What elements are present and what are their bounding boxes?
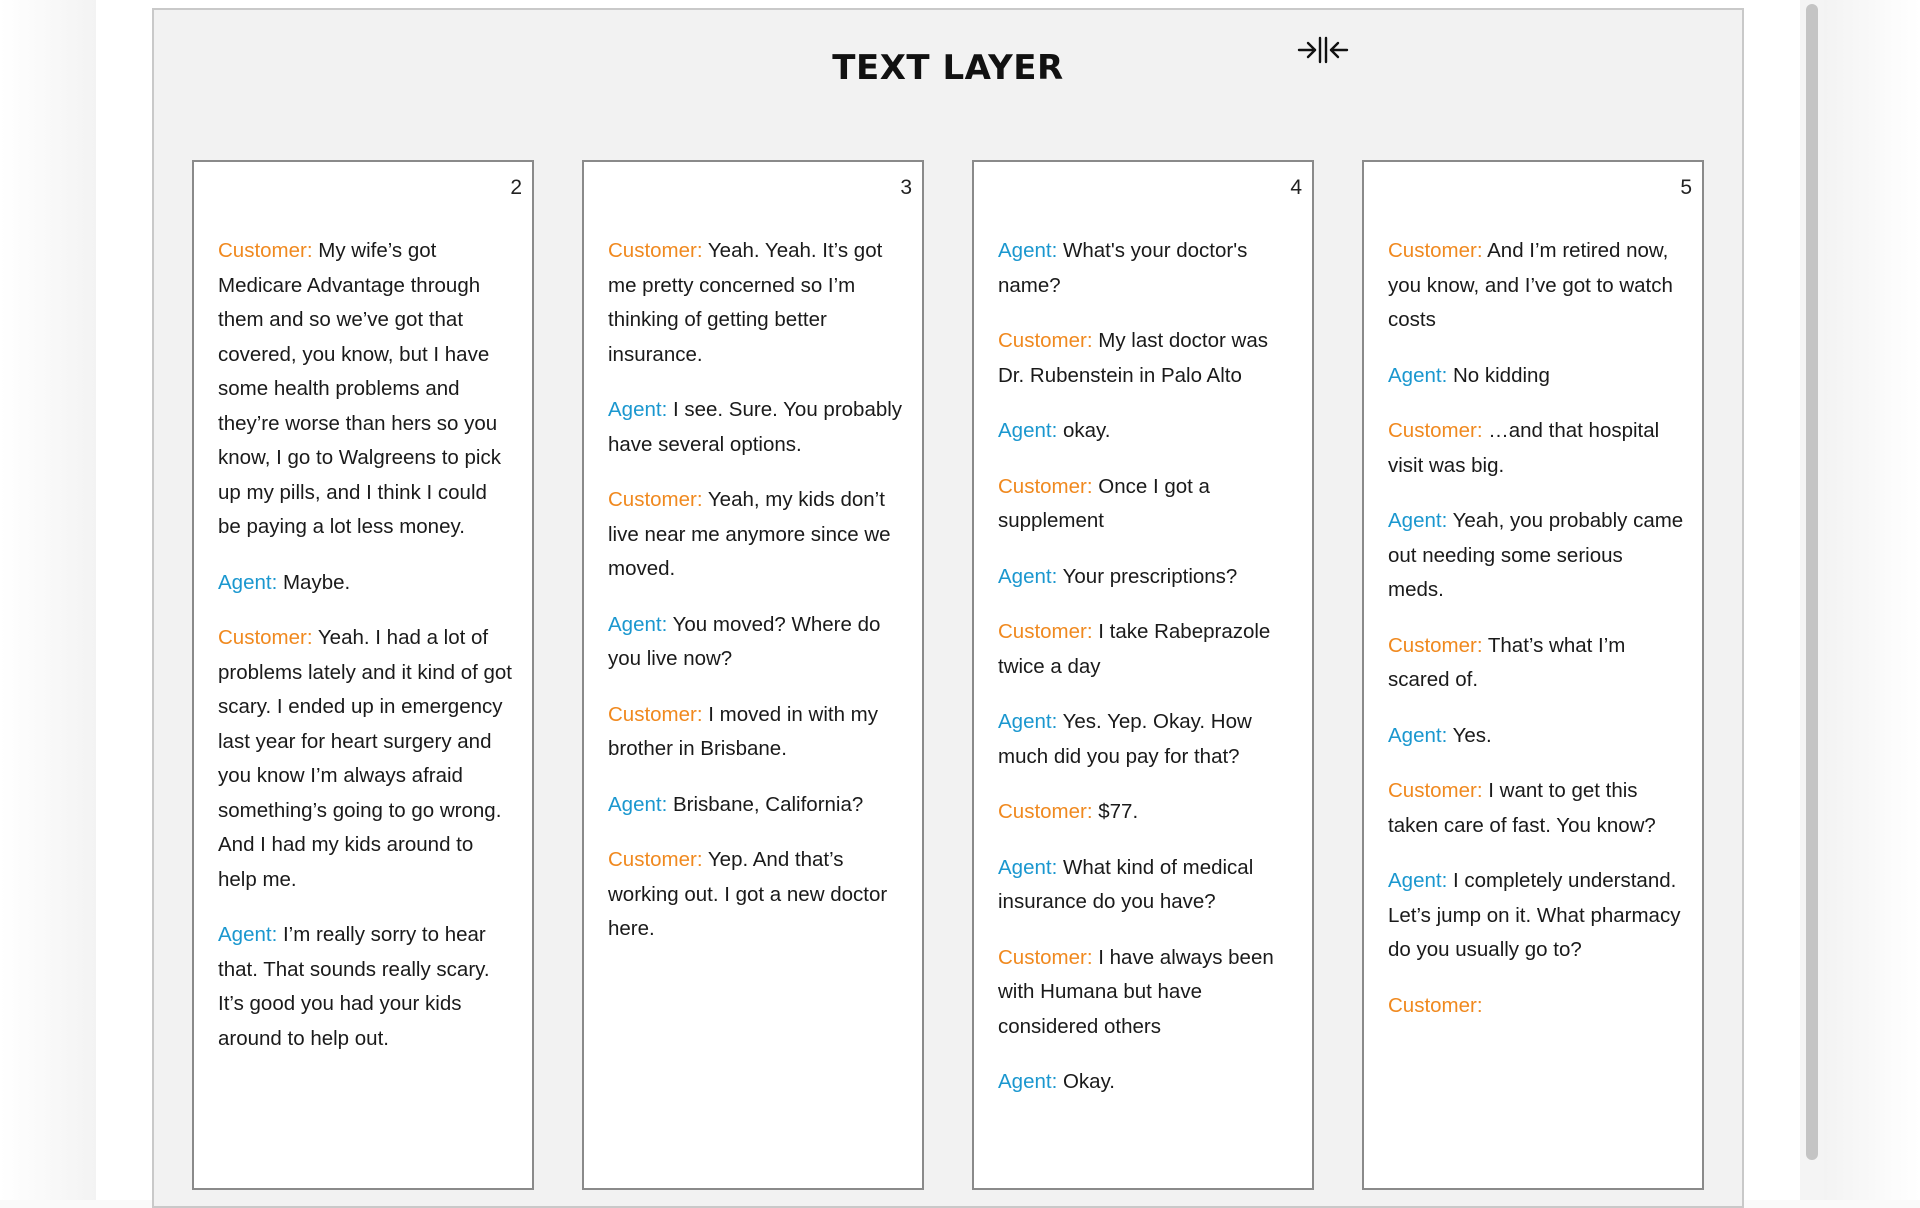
speaker-label: Customer: — [1388, 239, 1483, 262]
transcript-card-4 — [972, 160, 1314, 1190]
message-text: Okay. — [1057, 1070, 1115, 1093]
message-text: I want to get this taken care of fast. You know? — [1388, 779, 1656, 837]
message-text: okay. — [1057, 419, 1111, 442]
message-agent — [218, 918, 514, 1056]
speaker-label: Agent: — [1388, 509, 1448, 532]
speaker-label: Agent: — [998, 419, 1058, 442]
message-agent — [1388, 864, 1684, 968]
speaker-label: Agent: — [998, 710, 1058, 733]
panel-title: TEXT LAYER — [832, 48, 1064, 88]
message-text: And I’m retired now, you know, and I’ve got to watch costs — [1388, 239, 1673, 331]
speaker-label: Customer: — [1388, 633, 1483, 657]
message-agent — [608, 608, 904, 677]
message-agent — [608, 393, 904, 462]
speaker-label: Agent: — [608, 612, 668, 636]
speaker-label: Customer: — [998, 329, 1093, 352]
message-agent — [218, 566, 514, 601]
speaker-label: Agent: — [218, 923, 278, 946]
message-customer — [998, 615, 1294, 684]
message-agent — [998, 234, 1294, 303]
message-text: Yes. — [1447, 723, 1492, 747]
speaker-label: Customer: — [1388, 419, 1483, 442]
message-customer — [1388, 414, 1684, 483]
message-list — [218, 234, 514, 1077]
collapse-horizontal-icon[interactable] — [1296, 32, 1350, 68]
message-text: Yep. And that’s working out. I got a new doctor here. — [608, 848, 888, 940]
page-margin-right — [1824, 0, 1920, 1200]
speaker-label: Customer: — [998, 945, 1093, 969]
message-text: Maybe. — [277, 570, 351, 594]
speaker-label: Agent: — [218, 570, 278, 594]
message-text: My wife’s got Medicare Advantage through them and so we’ve got that covered, you know, but I have some health problems and they’re worse than hers so you know, I go to Walgreens to pick up my pills, and I think I could be paying a lot less money. — [218, 239, 501, 538]
speaker-label: Agent: — [1388, 723, 1448, 747]
message-agent — [998, 560, 1294, 595]
message-text: Yeah, my kids don’t live near me anymore since we moved. — [608, 488, 891, 580]
message-text: What's your doctor's name? — [998, 239, 1248, 297]
speaker-label: Customer: — [608, 239, 703, 262]
message-text: I completely understand. Let’s jump on it. What pharmacy do you usually go to? — [1388, 869, 1681, 961]
message-customer — [608, 843, 904, 947]
message-text: Yes. Yep. Okay. How much did you pay for that? — [998, 710, 1252, 768]
speaker-label: Agent: — [998, 564, 1058, 588]
message-text: Yeah. Yeah. It’s got me pretty concerned so I’m thinking of getting better insurance. — [608, 239, 883, 366]
message-agent — [1388, 719, 1684, 754]
message-text: Yeah. I had a lot of problems lately and it kind of got scary. I ended up in emergency last year for heart surgery and you know I’m always afraid something’s going to go wrong. And I had my kids around to help me. — [218, 626, 512, 891]
speaker-label: Customer: — [998, 474, 1093, 498]
message-customer — [608, 234, 904, 372]
message-customer — [1388, 989, 1684, 1024]
message-list — [1388, 234, 1684, 1044]
speaker-label: Customer: — [608, 488, 703, 511]
message-text: Yeah, you probably came out needing some serious meds. — [1388, 509, 1684, 601]
card-number: 5 — [1680, 176, 1692, 199]
text-layer-panel — [152, 8, 1744, 1208]
speaker-label: Agent: — [1388, 869, 1448, 892]
message-customer — [998, 470, 1294, 539]
card-number: 3 — [900, 176, 912, 199]
message-text: I take Rabeprazole twice a day — [998, 620, 1271, 678]
message-text: I have always been with Humana but have considered others — [998, 945, 1274, 1038]
message-list — [608, 234, 904, 968]
message-text: $77. — [1092, 800, 1139, 823]
message-agent — [998, 705, 1294, 774]
transcript-card-5 — [1362, 160, 1704, 1190]
scrollbar-thumb[interactable] — [1806, 4, 1818, 1160]
message-text: Your prescriptions? — [1057, 564, 1238, 588]
message-agent — [1388, 359, 1684, 394]
speaker-label: Customer: — [608, 848, 703, 871]
card-number: 2 — [510, 176, 522, 199]
page-margin-left — [0, 0, 96, 1200]
message-text: …and that hospital visit was big. — [1388, 419, 1660, 477]
message-customer — [998, 795, 1294, 830]
message-text: That’s what I’m scared of. — [1388, 633, 1626, 691]
message-list — [998, 234, 1294, 1121]
speaker-label: Customer: — [998, 620, 1093, 643]
message-agent — [608, 788, 904, 823]
transcript-card-2 — [192, 160, 534, 1190]
message-customer — [1388, 629, 1684, 698]
message-customer — [998, 324, 1294, 393]
message-text: You moved? Where do you live now? — [608, 612, 881, 670]
message-agent — [998, 851, 1294, 920]
speaker-label: Customer: — [218, 239, 313, 262]
message-customer — [608, 698, 904, 767]
speaker-label: Agent: — [1388, 363, 1448, 387]
card-number: 4 — [1290, 176, 1302, 199]
message-agent — [1388, 504, 1684, 608]
speaker-label: Agent: — [998, 1070, 1058, 1093]
message-text: I moved in with my brother in Brisbane. — [608, 702, 879, 760]
speaker-label: Customer: — [1388, 779, 1483, 802]
message-text: Once I got a supplement — [998, 474, 1210, 532]
message-text: No kidding — [1447, 363, 1550, 387]
speaker-label: Customer: — [218, 626, 313, 649]
speaker-label: Customer: — [608, 702, 703, 726]
message-text: I see. Sure. You probably have several options. — [608, 398, 903, 456]
message-customer — [1388, 774, 1684, 843]
message-customer — [608, 483, 904, 587]
speaker-label: Customer: — [1388, 993, 1483, 1017]
message-customer — [218, 234, 514, 545]
speaker-label: Agent: — [998, 855, 1058, 879]
message-agent — [998, 1065, 1294, 1100]
message-customer — [998, 941, 1294, 1045]
transcript-card-3 — [582, 160, 924, 1190]
message-customer — [1388, 234, 1684, 338]
speaker-label: Agent: — [998, 239, 1058, 262]
message-text: I’m really sorry to hear that. That sounds really scary. It’s good you had your kids around to help out. — [218, 923, 490, 1050]
message-text: My last doctor was Dr. Rubenstein in Palo Alto — [998, 329, 1269, 387]
message-text: Brisbane, California? — [667, 792, 864, 816]
speaker-label: Agent: — [608, 398, 668, 421]
message-customer — [218, 621, 514, 897]
message-text: What kind of medical insurance do you have? — [998, 855, 1254, 913]
message-agent — [998, 414, 1294, 449]
speaker-label: Agent: — [608, 792, 668, 816]
speaker-label: Customer: — [998, 800, 1093, 823]
